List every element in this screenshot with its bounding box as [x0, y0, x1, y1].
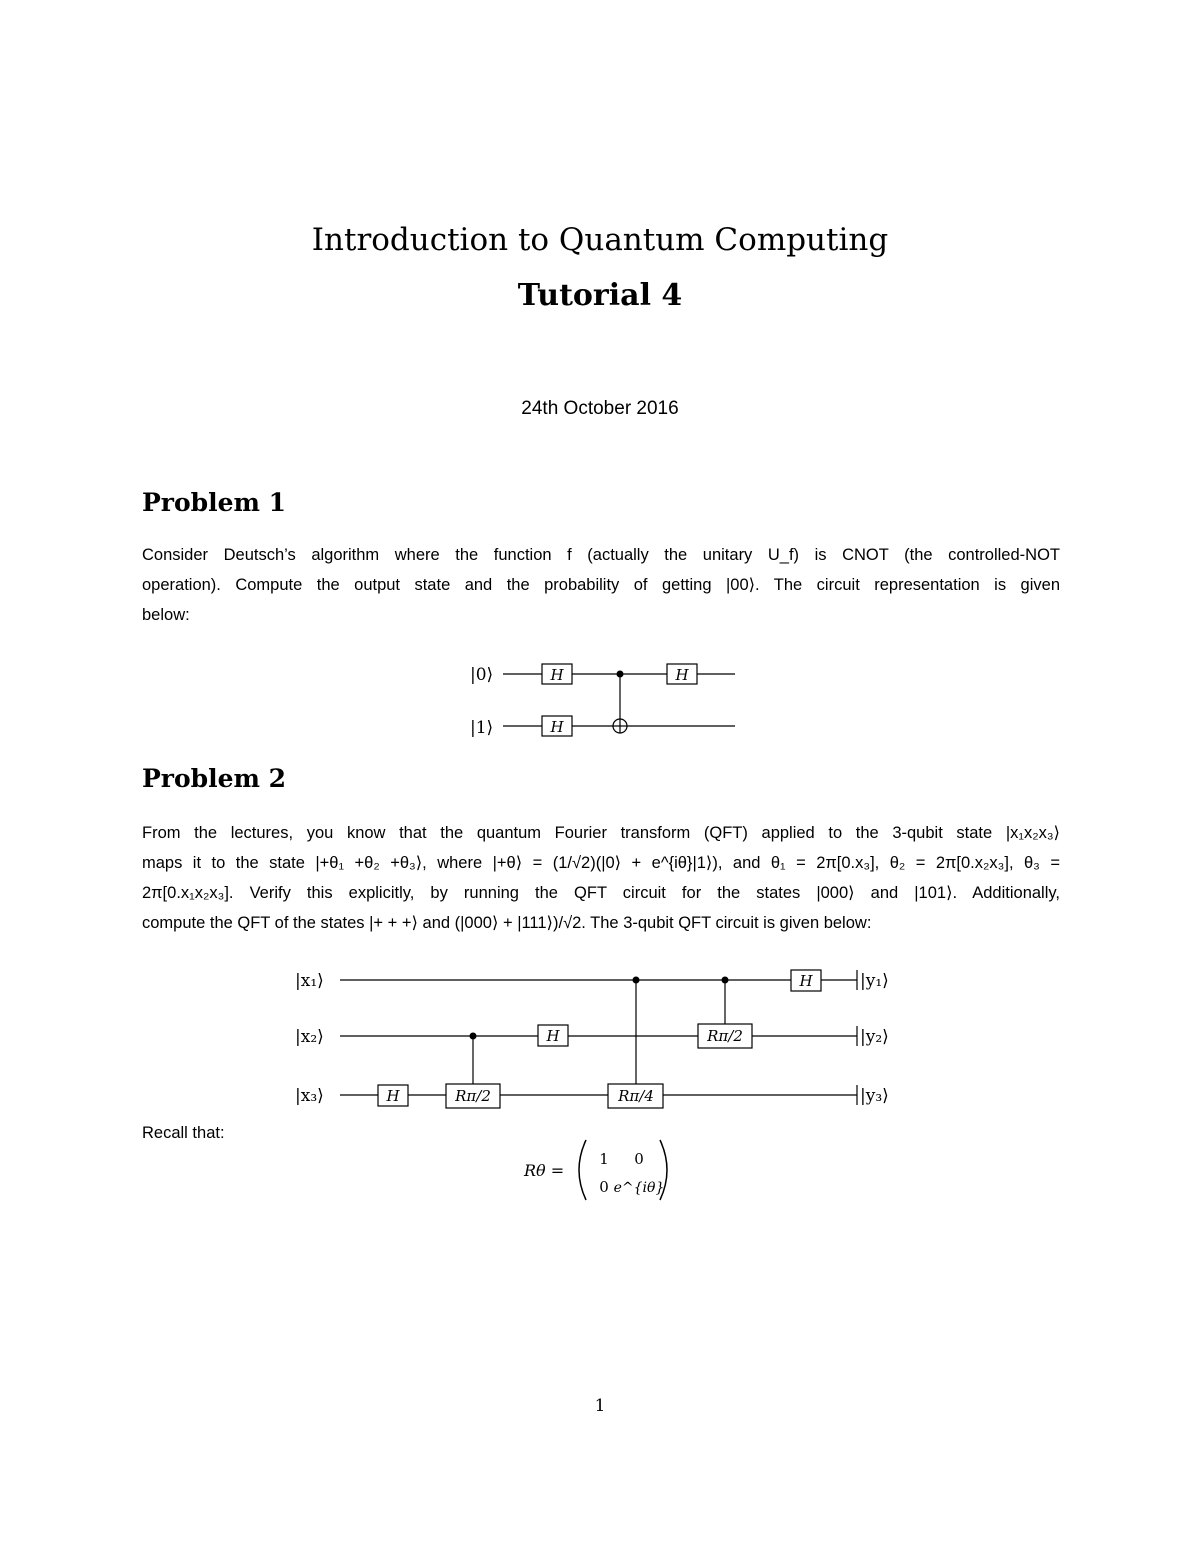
- matrix-cell: 0: [634, 1150, 644, 1168]
- circuit-output-label: |y₂⟩: [860, 1027, 889, 1047]
- cnot-gate: [613, 671, 627, 734]
- hadamard-gate: [667, 664, 697, 684]
- matrix-lhs: Rθ =: [524, 1161, 565, 1180]
- gate-label: H: [799, 972, 813, 990]
- gate-label: H: [546, 1027, 560, 1045]
- problem-2-line: maps it to the state |+θ₁ +θ₂ +θ₃⟩, where |+θ⟩ = (1/√2)(|0⟩ + e^{iθ}|1⟩), and θ₁ = 2π[0.x₃], θ₂ = 2π[0.x₂x₃], θ₃ =: [142, 854, 1060, 872]
- control-dot: [633, 977, 640, 984]
- problem-1-line: below:: [142, 606, 190, 624]
- circuit-output-label: |y₁⟩: [860, 971, 889, 991]
- circuit-output-label: |y₃⟩: [860, 1086, 889, 1106]
- problem-2-line: compute the QFT of the states |+ + +⟩ and (|000⟩ + |111⟩)/√2. The 3-qubit QFT circuit is given below:: [142, 914, 872, 932]
- circuit-input-label: |x₂⟩: [295, 1027, 324, 1047]
- hadamard-gate: [538, 1025, 568, 1046]
- control-dot: [617, 671, 624, 678]
- gate-label: H: [386, 1087, 400, 1105]
- matrix-cell: 1: [599, 1150, 609, 1168]
- rotation-matrix: [520, 1136, 690, 1206]
- hadamard-gate: [378, 1085, 408, 1106]
- gate-label: Rπ/2: [455, 1087, 491, 1105]
- matrix-cell: 0: [599, 1178, 609, 1196]
- circuit-input-label: |1⟩: [470, 718, 494, 738]
- gate-label: Rπ/2: [707, 1027, 743, 1045]
- gate-label: H: [550, 718, 564, 736]
- circuit-input-label: |x₁⟩: [295, 971, 324, 991]
- document-date: 24th October 2016: [521, 398, 679, 419]
- gate-label: Rπ/4: [618, 1087, 654, 1105]
- hadamard-gate: [542, 716, 572, 736]
- recall-text: Recall that:: [142, 1124, 225, 1142]
- matrix-cell: e^{iθ}: [613, 1180, 665, 1196]
- problem-2-line: 2π[0.x₁x₂x₃]. Verify this explicitly, by running the QFT circuit for the states |000⟩ and |101⟩. Additionally,: [142, 884, 1060, 902]
- control-dot: [722, 977, 729, 984]
- problem-1-line: operation). Compute the output state and the probability of getting |00⟩. The circuit representation is given: [142, 576, 1060, 594]
- deutsch-circuit: [440, 650, 760, 750]
- circuit-input-label: |0⟩: [470, 665, 494, 685]
- circuit-input-label: |x₃⟩: [295, 1086, 324, 1106]
- document-subtitle: Tutorial 4: [517, 278, 683, 313]
- page-number: 1: [594, 1396, 606, 1416]
- document-title: Introduction to Quantum Computing: [311, 222, 889, 258]
- control-dot: [470, 1033, 477, 1040]
- qft-circuit: [280, 960, 910, 1120]
- hadamard-gate: [542, 664, 572, 684]
- problem-1-heading: Problem 1: [142, 488, 287, 517]
- gate-label: H: [675, 666, 689, 684]
- problem-2-line: From the lectures, you know that the quantum Fourier transform (QFT) applied to the 3-qubit state |x₁x₂x₃⟩: [142, 824, 1060, 842]
- gate-label: H: [550, 666, 564, 684]
- hadamard-gate: [791, 970, 821, 991]
- problem-1-line: Consider Deutsch’s algorithm where the function f (actually the unitary U_f) is CNOT (the controlled-NOT: [142, 546, 1060, 564]
- left-paren: [579, 1140, 586, 1200]
- problem-2-heading: Problem 2: [142, 764, 287, 793]
- problem-1-text: [142, 540, 1060, 630]
- problem-2-text: [142, 818, 1060, 938]
